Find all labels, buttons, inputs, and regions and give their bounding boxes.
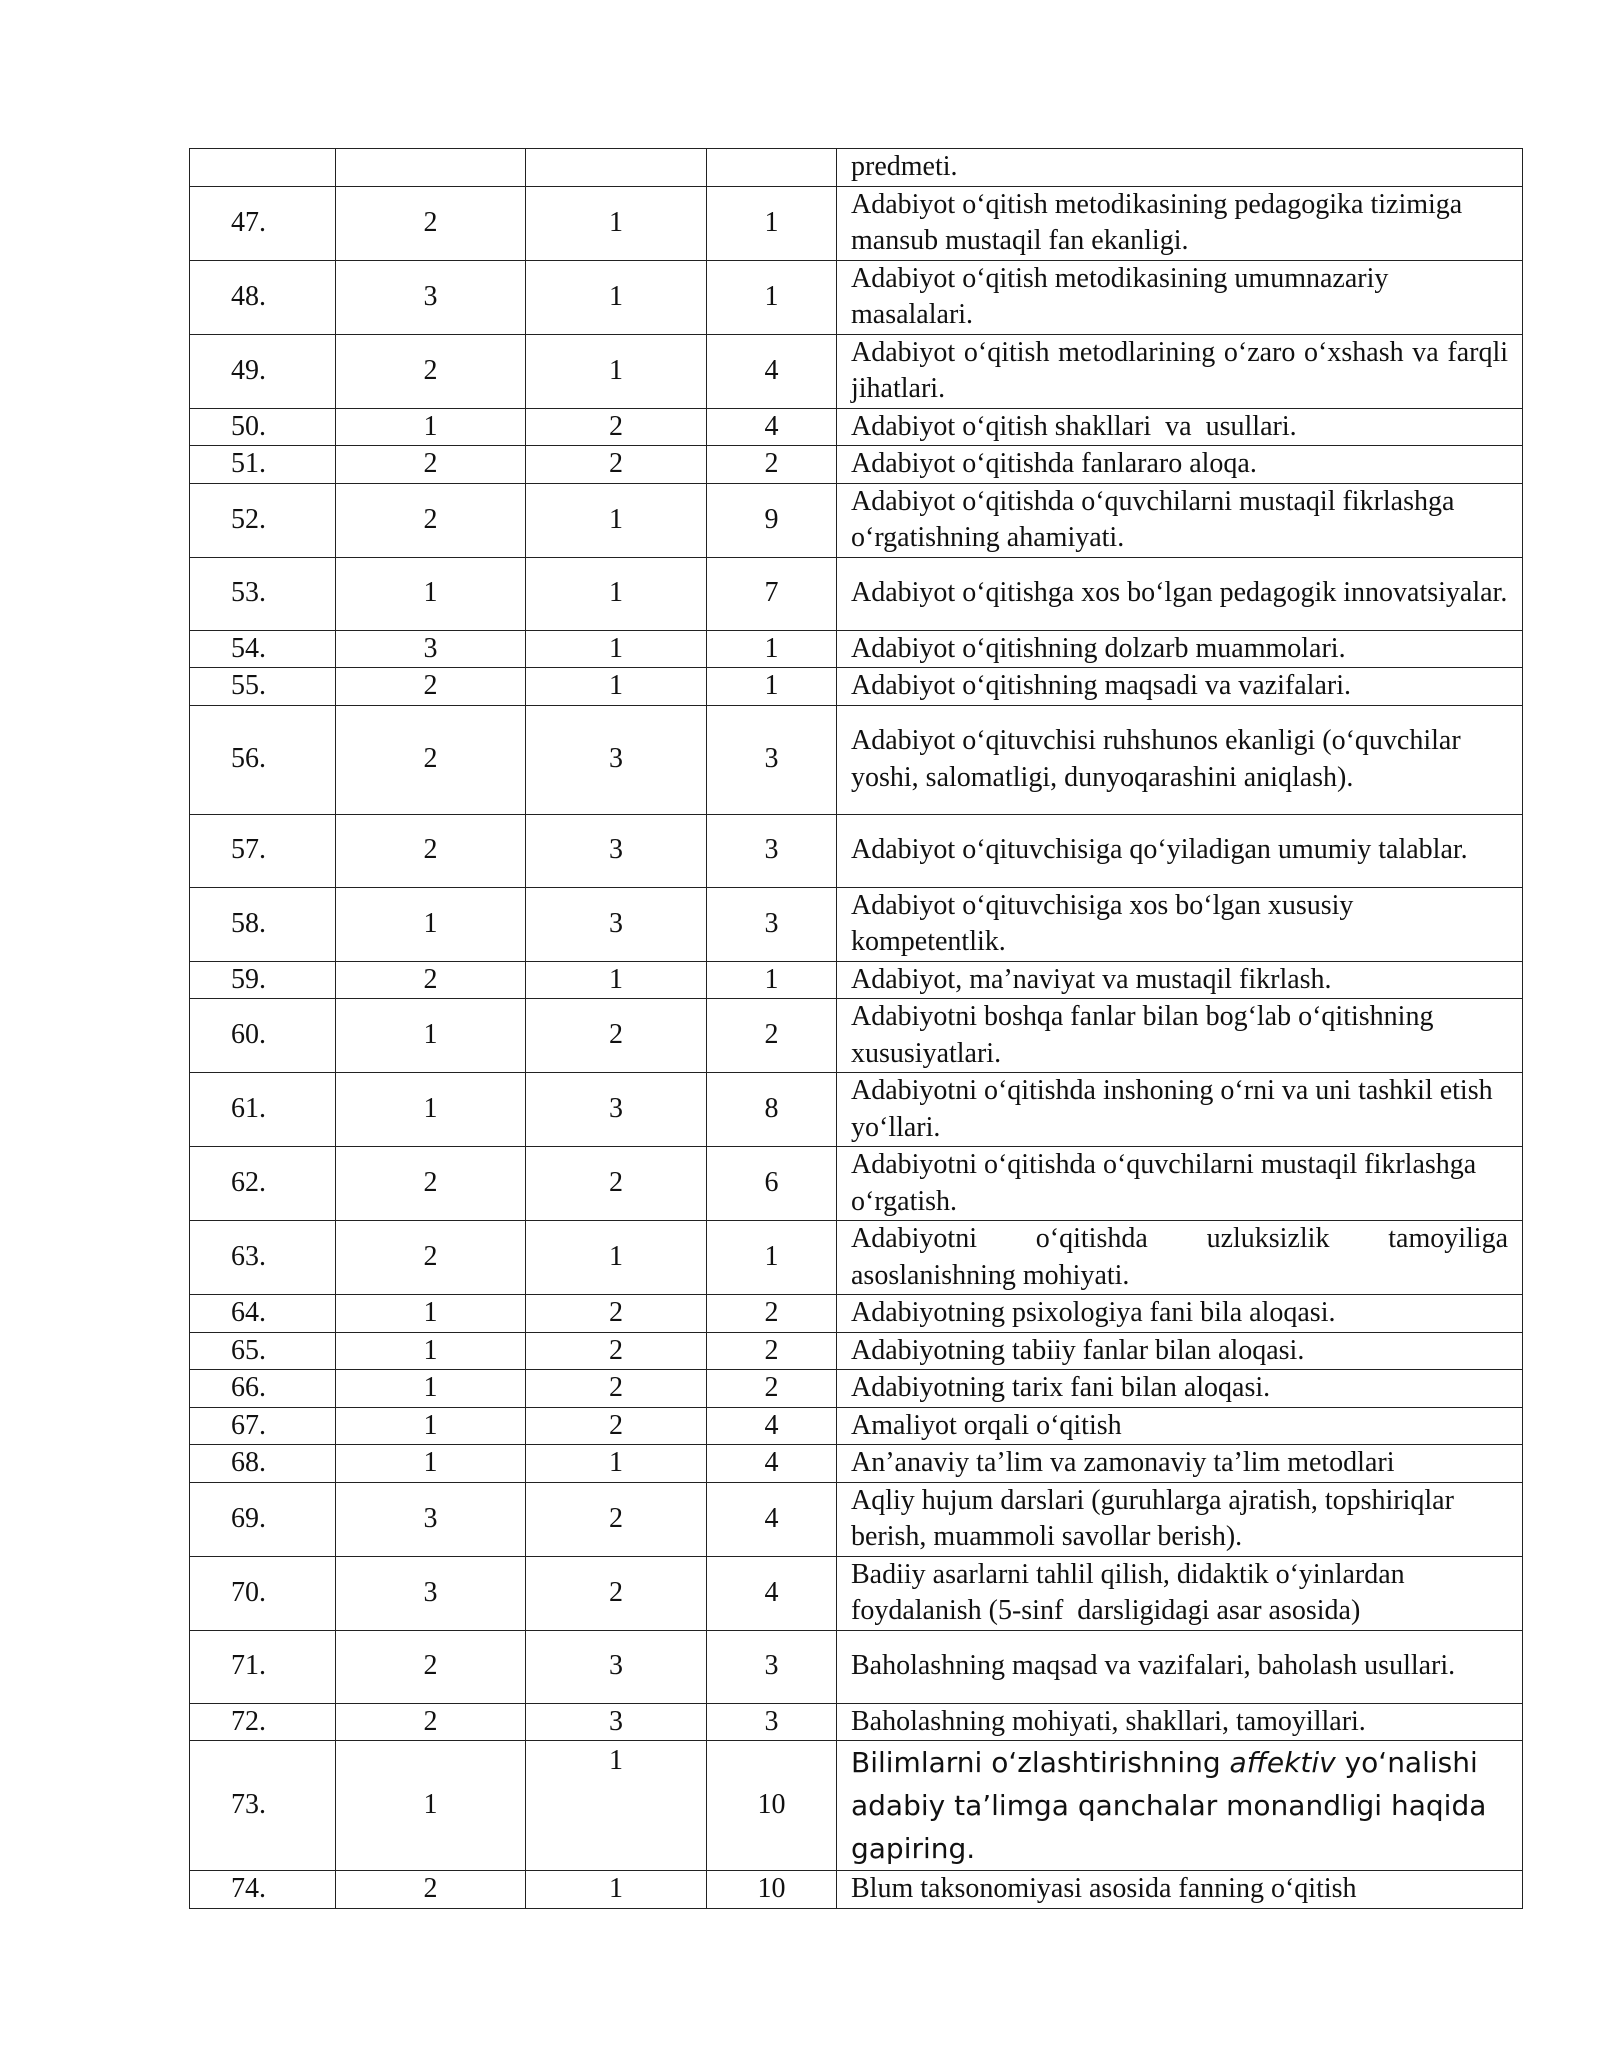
col-b-value: 1 [526,961,707,999]
col-c-value: 2 [707,1332,837,1370]
table-row [190,1871,1523,1909]
row-number: 52. [190,483,336,557]
question-text: Amaliyot orqali o‘qitish [837,1407,1523,1445]
col-b-value [526,149,707,187]
table-row [190,408,1523,446]
col-b-value: 3 [526,1073,707,1147]
col-a-value: 2 [336,1630,526,1703]
question-text: Adabiyot o‘qitishga xos bo‘lgan pedagogik innovatsiyalar. [837,557,1523,630]
table-row [190,557,1523,630]
col-a-value: 3 [336,630,526,668]
question-text: predmeti. [837,149,1523,187]
question-text: Adabiyot o‘qitish metodlarining o‘zaro o‘xshash va farqli jihatlari. [837,334,1523,408]
table-row [190,961,1523,999]
col-a-value: 3 [336,260,526,334]
row-number: 49. [190,334,336,408]
table-row [190,149,1523,187]
row-number: 67. [190,1407,336,1445]
col-c-value: 3 [707,887,837,961]
table-row [190,260,1523,334]
col-a-value: 1 [336,1332,526,1370]
row-number: 61. [190,1073,336,1147]
question-text: Adabiyot, ma’naviyat va mustaqil fikrlash. [837,961,1523,999]
col-b-value: 1 [526,630,707,668]
col-b-value: 1 [526,1741,707,1871]
col-b-value: 1 [526,557,707,630]
col-a-value: 1 [336,1295,526,1333]
col-b-value: 2 [526,1407,707,1445]
row-number: 51. [190,446,336,484]
col-c-value: 4 [707,1445,837,1483]
col-b-value: 3 [526,1630,707,1703]
col-a-value: 1 [336,999,526,1073]
table-row [190,668,1523,706]
table-row [190,1445,1523,1483]
col-a-value: 2 [336,705,526,814]
question-text: Adabiyotning psixologiya fani bila aloqasi. [837,1295,1523,1333]
col-a-value: 1 [336,408,526,446]
col-a-value: 1 [336,1370,526,1408]
col-a-value: 2 [336,1703,526,1741]
row-number: 64. [190,1295,336,1333]
col-b-value: 2 [526,1556,707,1630]
question-text: An’anaviy ta’lim va zamonaviy ta’lim metodlari [837,1445,1523,1483]
col-c-value: 3 [707,1630,837,1703]
table-row [190,999,1523,1073]
col-b-value: 2 [526,1370,707,1408]
question-text: Adabiyotning tarix fani bilan aloqasi. [837,1370,1523,1408]
col-c-value: 1 [707,668,837,706]
question-text: Adabiyot o‘qitish metodikasining pedagogika tizimiga mansub mustaqil fan ekanligi. [837,186,1523,260]
col-b-value: 3 [526,814,707,887]
col-b-value: 2 [526,446,707,484]
row-number: 58. [190,887,336,961]
col-b-value: 3 [526,705,707,814]
question-text: Adabiyot o‘qitishning maqsadi va vazifalari. [837,668,1523,706]
col-b-value: 1 [526,668,707,706]
question-text: Adabiyotni o‘qitishda uzluksizlik tamoyiliga asoslanishning mohiyati. [837,1221,1523,1295]
question-text: Adabiyot o‘qitish shakllari va usullari. [837,408,1523,446]
table-row [190,1482,1523,1556]
col-a-value: 3 [336,1556,526,1630]
question-text: Adabiyot o‘qitishda fanlararo aloqa. [837,446,1523,484]
table-row [190,1703,1523,1741]
row-number: 73. [190,1741,336,1871]
col-b-value: 1 [526,334,707,408]
col-a-value: 2 [336,334,526,408]
question-text: Adabiyotni boshqa fanlar bilan bog‘lab o‘qitishning xususiyatlari. [837,999,1523,1073]
col-b-value: 1 [526,1871,707,1909]
question-text: Bilimlarni o‘zlashtirishning affektiv yo‘nalishi adabiy ta’limga qanchalar monandligi haqida gapiring. [837,1741,1523,1871]
question-text: Adabiyotni o‘qitishda inshoning o‘rni va uni tashkil etish yo‘llari. [837,1073,1523,1147]
table-row [190,334,1523,408]
table-row [190,186,1523,260]
row-number [190,149,336,187]
table-row [190,1407,1523,1445]
question-text: Adabiyot o‘qitish metodikasining umumnazariy masalalari. [837,260,1523,334]
col-c-value: 10 [707,1741,837,1871]
col-a-value: 1 [336,1073,526,1147]
col-c-value: 4 [707,408,837,446]
row-number: 50. [190,408,336,446]
table-row [190,1370,1523,1408]
table-row [190,630,1523,668]
col-a-value: 2 [336,668,526,706]
col-a-value: 2 [336,186,526,260]
col-c-value: 4 [707,1482,837,1556]
col-b-value: 2 [526,999,707,1073]
col-c-value: 2 [707,999,837,1073]
col-c-value: 1 [707,260,837,334]
question-text: Blum taksonomiyasi asosida fanning o‘qitish [837,1871,1523,1909]
col-c-value: 2 [707,1370,837,1408]
table-row [190,705,1523,814]
col-a-value [336,149,526,187]
row-number: 59. [190,961,336,999]
table-row [190,1556,1523,1630]
col-c-value: 7 [707,557,837,630]
col-b-value: 3 [526,1703,707,1741]
table-row [190,814,1523,887]
col-b-value: 3 [526,887,707,961]
col-a-value: 1 [336,557,526,630]
row-number: 71. [190,1630,336,1703]
question-text: Adabiyot o‘qitishning dolzarb muammolari. [837,630,1523,668]
row-number: 47. [190,186,336,260]
col-a-value: 2 [336,446,526,484]
row-number: 69. [190,1482,336,1556]
col-c-value: 3 [707,1703,837,1741]
question-text: Adabiyot o‘qitishda o‘quvchilarni mustaqil fikrlashga o‘rgatishning ahamiyati. [837,483,1523,557]
question-text: Aqliy hujum darslari (guruhlarga ajratish, topshiriqlar berish, muammoli savollar berish). [837,1482,1523,1556]
row-number: 53. [190,557,336,630]
row-number: 60. [190,999,336,1073]
row-number: 65. [190,1332,336,1370]
col-b-value: 2 [526,408,707,446]
row-number: 57. [190,814,336,887]
col-b-value: 2 [526,1332,707,1370]
questions-table [189,148,1523,1909]
col-b-value: 1 [526,483,707,557]
col-c-value: 10 [707,1871,837,1909]
col-c-value: 1 [707,186,837,260]
row-number: 68. [190,1445,336,1483]
row-number: 56. [190,705,336,814]
question-text: Baholashning maqsad va vazifalari, baholash usullari. [837,1630,1523,1703]
col-c-value [707,149,837,187]
col-a-value: 1 [336,1407,526,1445]
col-b-value: 2 [526,1295,707,1333]
row-number: 55. [190,668,336,706]
col-a-value: 2 [336,1221,526,1295]
col-b-value: 1 [526,1221,707,1295]
row-number: 63. [190,1221,336,1295]
row-number: 70. [190,1556,336,1630]
col-b-value: 1 [526,1445,707,1483]
table-row [190,887,1523,961]
col-c-value: 2 [707,1295,837,1333]
col-c-value: 1 [707,630,837,668]
col-c-value: 6 [707,1147,837,1221]
question-text: Adabiyot o‘qituvchisi ruhshunos ekanligi (o‘quvchilar yoshi, salomatligi, dunyoqarashini aniqlash). [837,705,1523,814]
col-c-value: 8 [707,1073,837,1147]
table-row [190,1221,1523,1295]
table-row [190,483,1523,557]
col-c-value: 4 [707,334,837,408]
col-c-value: 3 [707,814,837,887]
col-c-value: 4 [707,1407,837,1445]
row-number: 48. [190,260,336,334]
col-c-value: 1 [707,961,837,999]
col-c-value: 9 [707,483,837,557]
col-b-value: 2 [526,1147,707,1221]
row-number: 72. [190,1703,336,1741]
col-a-value: 2 [336,961,526,999]
col-c-value: 3 [707,705,837,814]
table-row [190,446,1523,484]
row-number: 62. [190,1147,336,1221]
col-a-value: 2 [336,1147,526,1221]
question-text: Adabiyot o‘qituvchisiga qo‘yiladigan umumiy talablar. [837,814,1523,887]
question-text: Baholashning mohiyati, shakllari, tamoyillari. [837,1703,1523,1741]
emphasized-term: affektiv [1229,1746,1336,1779]
col-c-value: 4 [707,1556,837,1630]
col-a-value: 1 [336,1445,526,1483]
table-row [190,1630,1523,1703]
col-b-value: 1 [526,260,707,334]
col-a-value: 1 [336,1741,526,1871]
question-text: Badiiy asarlarni tahlil qilish, didaktik o‘yinlardan foydalanish (5-sinf darsligidagi asar asosida) [837,1556,1523,1630]
question-text: Adabiyotni o‘qitishda o‘quvchilarni mustaqil fikrlashga o‘rgatish. [837,1147,1523,1221]
col-a-value: 2 [336,483,526,557]
table-row [190,1741,1523,1871]
col-a-value: 3 [336,1482,526,1556]
table-row [190,1073,1523,1147]
table-row [190,1295,1523,1333]
row-number: 74. [190,1871,336,1909]
row-number: 54. [190,630,336,668]
question-text: Adabiyotning tabiiy fanlar bilan aloqasi. [837,1332,1523,1370]
col-c-value: 2 [707,446,837,484]
col-b-value: 2 [526,1482,707,1556]
col-c-value: 1 [707,1221,837,1295]
col-a-value: 2 [336,814,526,887]
col-b-value: 1 [526,186,707,260]
question-text: Adabiyot o‘qituvchisiga xos bo‘lgan xususiy kompetentlik. [837,887,1523,961]
table-row [190,1147,1523,1221]
row-number: 66. [190,1370,336,1408]
col-a-value: 1 [336,887,526,961]
table-row [190,1332,1523,1370]
col-a-value: 2 [336,1871,526,1909]
